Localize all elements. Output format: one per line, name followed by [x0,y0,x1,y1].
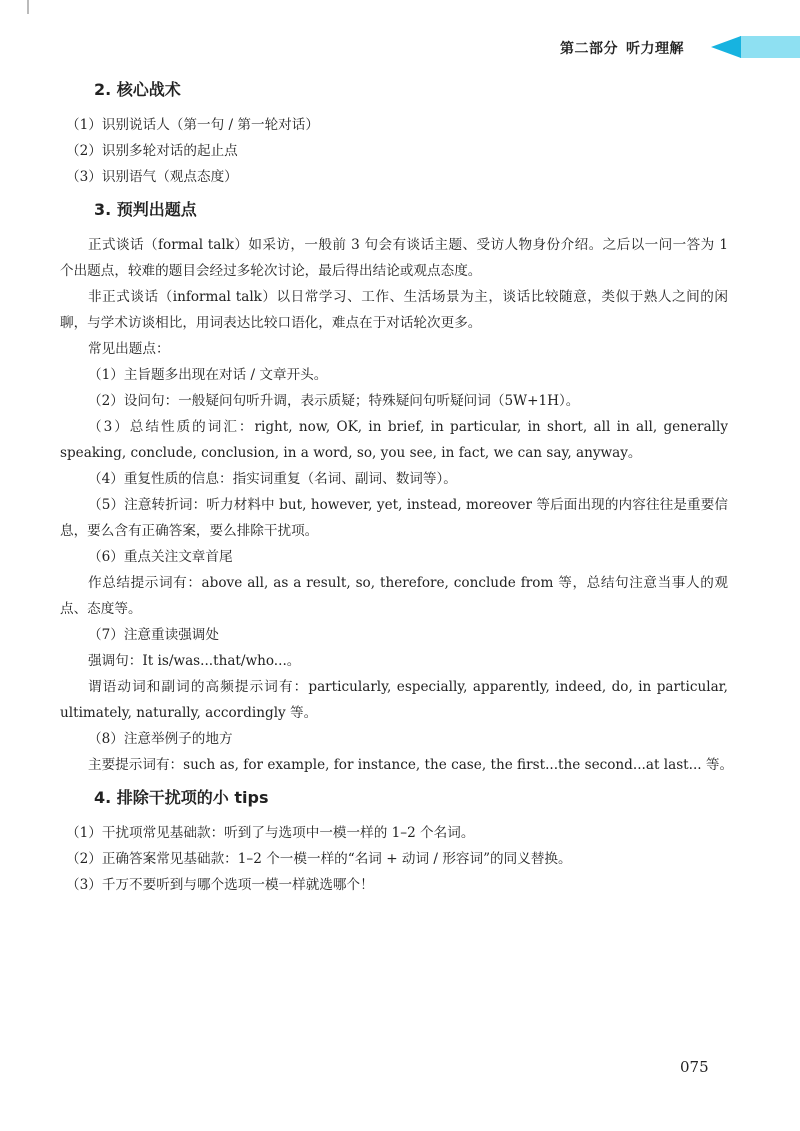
list-item: （3）千万不要听到与哪个选项一模一样就选哪个！ [66,877,374,893]
list-item-detail: 作总结提示词有：above all, as a result, so, therefore, conclude from 等，总结句注意当事人的观点、态度等。 [60,575,728,617]
header-part: 第二部分 [560,41,618,57]
header-arrow-icon [711,36,741,58]
list-item-detail: 强调句：It is/was...that/who...。 [88,653,301,669]
list-item: （2）识别多轮对话的起止点 [66,143,238,159]
page-number: 075 [680,1058,709,1076]
header-section: 听力理解 [626,41,684,57]
list-item-detail: 主要提示词有：such as, for example, for instance, the case, the first...the second...at last... 等。 [88,757,734,773]
running-header [560,36,800,58]
list-item: （4）重复性质的信息：指实词重复（名词、副词、数词等）。 [88,471,457,487]
list-item: （3）识别语气（观点态度） [66,169,238,185]
paragraph: 正式谈话（formal talk）如采访，一般前 3 句会有谈话主题、受访人物身份介绍。之后以一问一答为 1 个出题点，较难的题目会经过多轮次讨论，最后得出结论或观点态度。 [60,237,728,279]
list-item: （6）重点关注文章首尾 [88,549,233,565]
list-item: （1）主旨题多出现在对话 / 文章开头。 [88,367,328,383]
section-title: 3. 预判出题点 [94,200,197,219]
list-item: （1）识别说话人（第一句 / 第一轮对话） [66,117,319,133]
paragraph: 非正式谈话（informal talk）以日常学习、工作、生活场景为主，谈话比较随意，类似于熟人之间的闲聊，与学术访谈相比，用词表达比较口语化，难点在于对话轮次更多。 [60,289,728,331]
list-item: （8）注意举例子的地方 [88,731,233,747]
header-tab-band [740,36,800,58]
list-item: （2）设问句：一般疑问句听升调，表示质疑；特殊疑问句听疑问词（5W+1H）。 [88,393,580,409]
list-item: （5）注意转折词：听力材料中 but, however, yet, instead, moreover 等后面出现的内容往往是重要信息，要么含有正确答案，要么排除干扰项。 [60,497,728,539]
section-title: 2. 核心战术 [94,80,181,99]
list-item: （7）注意重读强调处 [88,627,219,643]
list-item: （3）总结性质的词汇：right, now, OK, in brief, in particular, in short, all in all, generally speaking, conclude, conclusion, in a word, so, you see, in fact, we can say, anyway。 [60,419,728,461]
list-item-detail: 谓语动词和副词的高频提示词有：particularly, especially, apparently, indeed, do, in particular, ultimately, naturally, accordingly 等。 [60,679,728,721]
list-item: （2）正确答案常见基础款：1–2 个一模一样的“名词 + 动词 / 形容词”的同义替换。 [66,851,572,867]
page-content [60,78,734,898]
list-item: （1）干扰项常见基础款：听到了与选项中一模一样的 1–2 个名词。 [66,825,475,841]
section-title: 4. 排除干扰项的小 tips [94,788,269,807]
binding-mark [27,0,29,14]
list-label: 常见出题点： [88,341,170,357]
